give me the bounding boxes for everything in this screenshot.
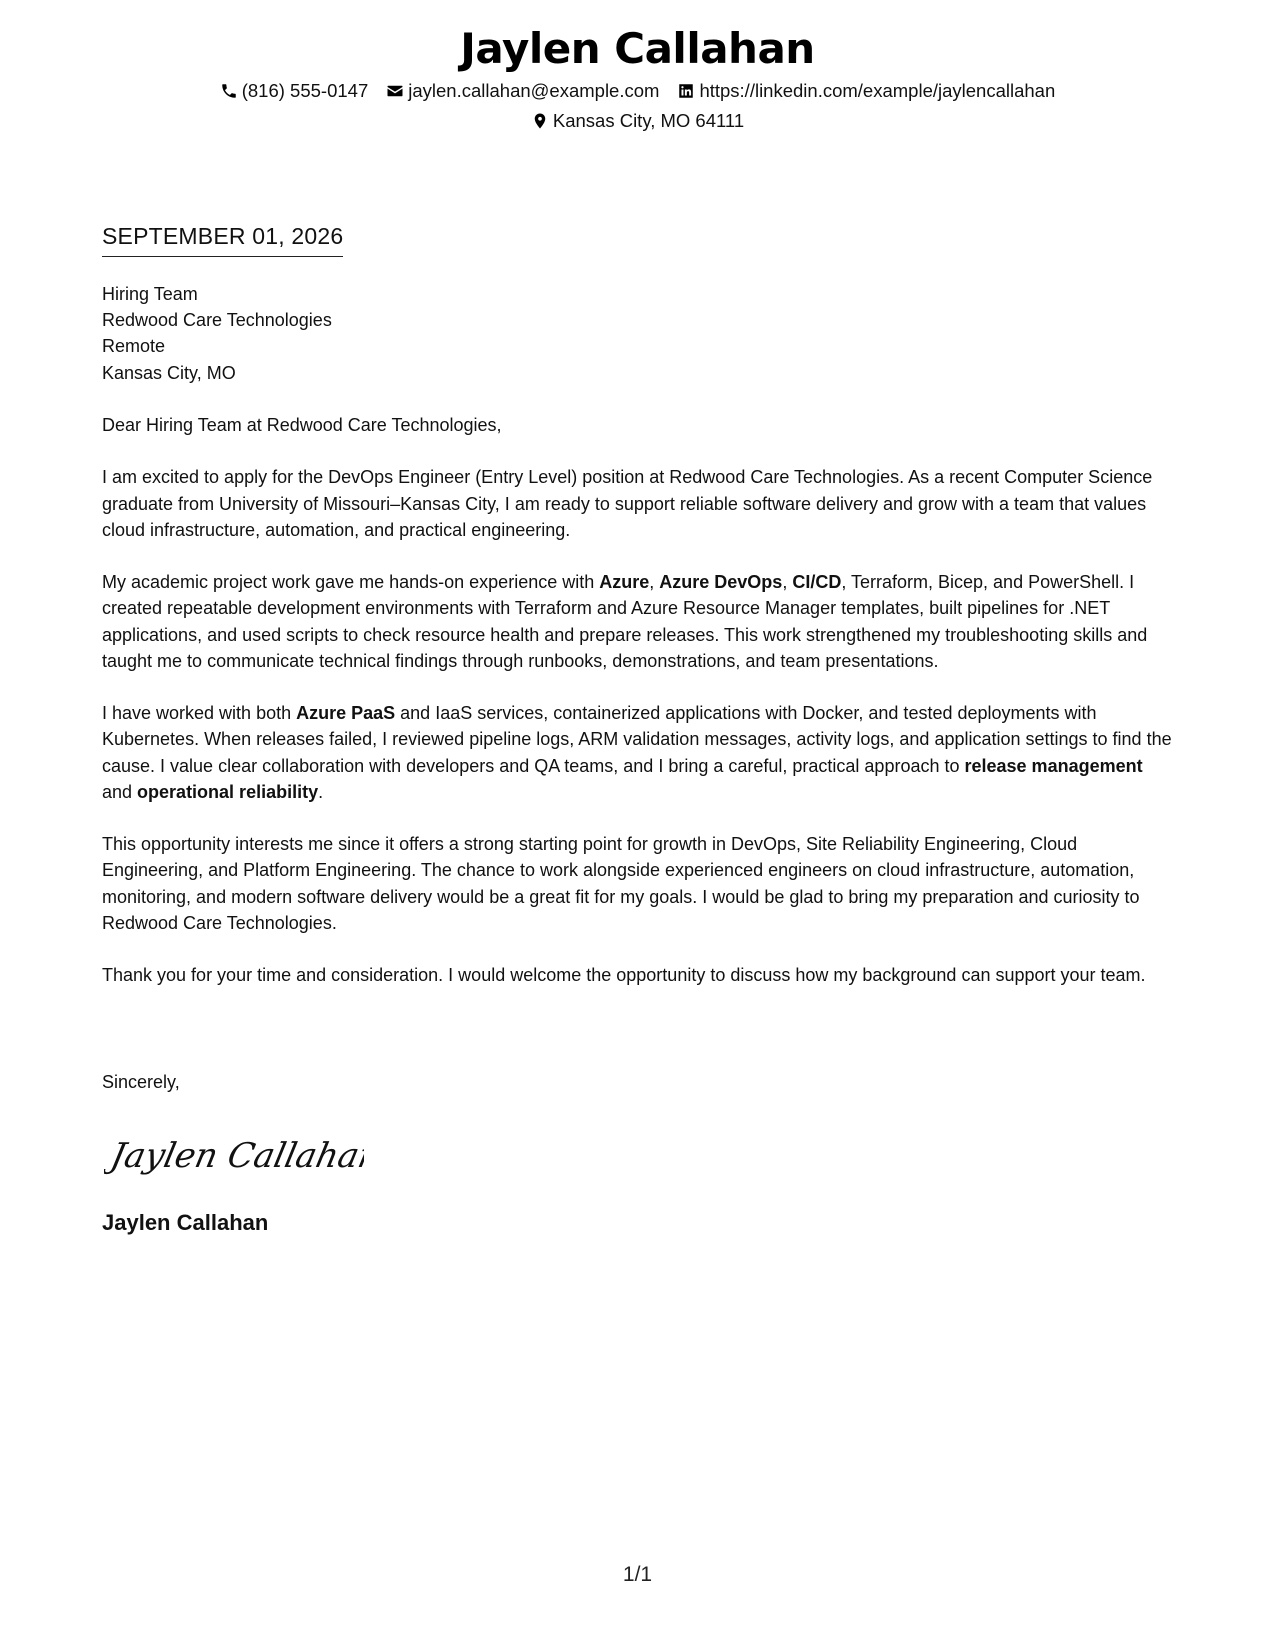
keyword-highlight: CI/CD [792, 572, 842, 593]
recipient-line: Kansas City, MO [102, 362, 236, 383]
paragraph-skills [102, 700, 1172, 805]
letter-body [102, 281, 1172, 1015]
text-run: My academic project work gave me hands-on experience with [102, 572, 600, 593]
signature-graphic [104, 1125, 364, 1185]
phone-icon [220, 82, 238, 100]
text-run: , Terraform, Bicep, and PowerShell. I created repeatable development environments with Terraform and Azure Resource Manager templates, built pipelines for .NET applications, and used scripts to check resource health and prepare releases. This work strengthened my troubleshooting skills and taught me to communicate technical findings through runbooks, demonstrations, and team presentations. [102, 572, 1148, 671]
recipient-line: Redwood Care Technologies [102, 310, 332, 331]
keyword-highlight: Azure [599, 572, 650, 593]
contact-row-primary [0, 76, 1275, 106]
handwritten-signature [104, 1125, 364, 1185]
map-pin-icon [531, 112, 549, 130]
contact-phone [220, 76, 369, 106]
contact-linkedin[interactable] [677, 76, 1055, 106]
page-indicator: 1/1 [622, 1563, 653, 1586]
recipient-line: Hiring Team [102, 284, 198, 304]
letter-date: SEPTEMBER 01, 2026 [102, 222, 343, 257]
signer-name: Jaylen Callahan [102, 1210, 269, 1235]
phone-number: (816) 555-0147 [241, 80, 369, 101]
closing: Sincerely, [102, 1072, 180, 1092]
text-run: and [102, 781, 138, 802]
paragraph-thanks: Thank you for your time and consideration. I would welcome the opportunity to discuss how my background can support your team. [102, 965, 1146, 986]
keyword-highlight: Azure PaaS [296, 703, 396, 724]
letter-header [0, 22, 1275, 136]
text-run: , [649, 572, 660, 593]
keyword-highlight: operational reliability [137, 781, 319, 802]
recipient-block [102, 281, 1172, 386]
linkedin-url[interactable]: https://linkedin.com/example/jaylencallahan [699, 80, 1056, 101]
paragraph-interest: This opportunity interests me since it offers a strong starting point for growth in DevOps, Site Reliability Engineering, Cloud Engineering, and Platform Engineering. The chance to work alongside experienced engineers on cloud infrastructure, automation, monitoring, and modern software delivery would be a great fit for my goals. I would be glad to bring my preparation and curiosity to Redwood Care Technologies. [102, 834, 1140, 933]
contact-row-secondary [0, 106, 1275, 136]
paragraph-experience [102, 569, 1172, 674]
recipient-line: Remote [102, 336, 166, 357]
contact-location [531, 106, 744, 136]
keyword-highlight: release management [964, 755, 1143, 776]
applicant-name: Jaylen Callahan [460, 24, 815, 73]
salutation: Dear Hiring Team at Redwood Care Technologies, [102, 415, 502, 435]
contact-email[interactable] [386, 76, 659, 106]
envelope-icon [386, 82, 404, 100]
text-run: and IaaS services, containerized applications with Docker, and tested deployments with Kubernetes. When releases failed, I reviewed pipeline logs, ARM validation messages, activity logs, and application settings to find the cause. I value clear collaboration with developers and QA teams, and I bring a careful, practical approach to [102, 703, 1172, 776]
email-address[interactable]: jaylen.callahan@example.com [408, 80, 660, 101]
keyword-highlight: Azure DevOps [659, 572, 783, 593]
text-run: , [782, 572, 793, 593]
paragraph-intro: I am excited to apply for the DevOps Engineer (Entry Level) position at Redwood Care Technologies. As a recent Computer Science graduate from University of Missouri–Kansas City, I am ready to support reliable software delivery and grow with a team that values cloud infrastructure, automation, and practical engineering. [102, 467, 1153, 540]
text-run: I have worked with both [102, 703, 297, 724]
text-run: . [318, 781, 324, 802]
linkedin-icon [677, 82, 695, 100]
signature-script: Jaylen Callahan [107, 1136, 364, 1176]
location-text: Kansas City, MO 64111 [552, 110, 745, 131]
